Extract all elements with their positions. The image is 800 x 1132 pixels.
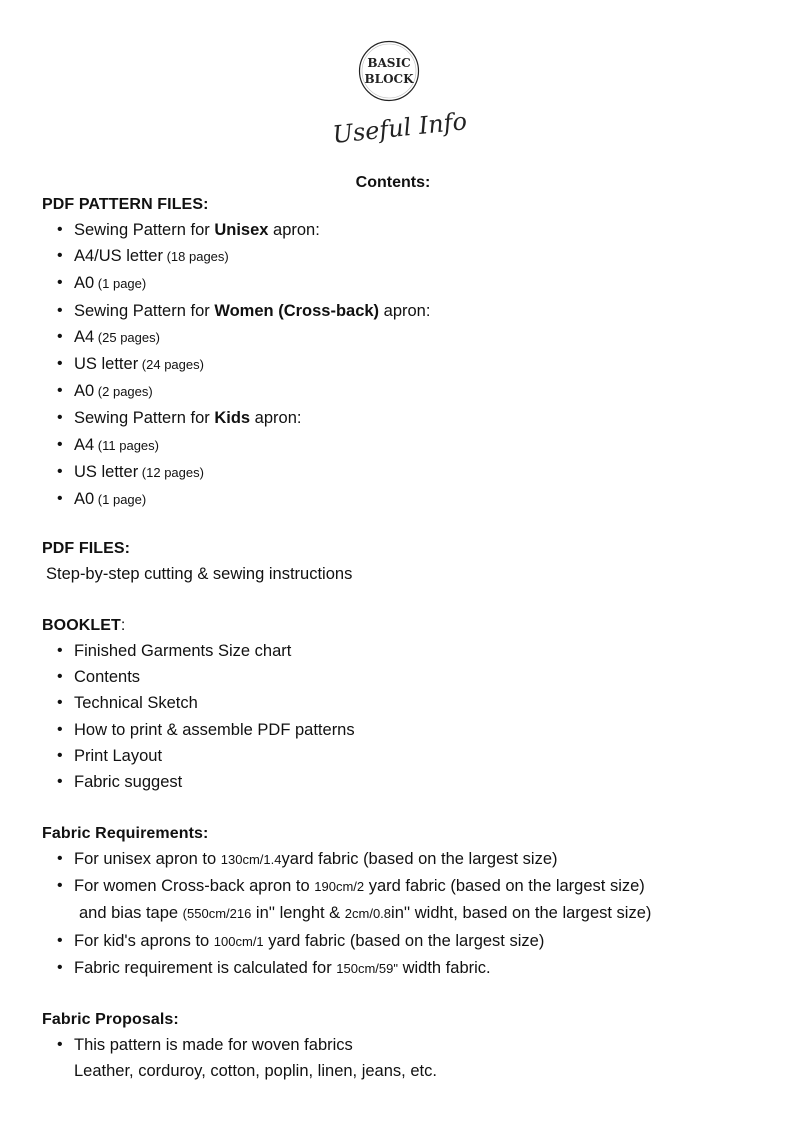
list-item: • A4 (25 pages): [42, 324, 780, 351]
list-item-continuation: and bias tape (550cm/216 in'' lenght & 2cm/0.8in'' widht, based on the largest size): [79, 904, 652, 923]
brand-logo: [358, 40, 420, 102]
pdf-files-heading: PDF FILES:: [42, 540, 131, 557]
pattern-files-section: [42, 193, 780, 513]
booklet-heading: BOOKLET:: [42, 617, 126, 634]
list-item: • Sewing Pattern for Unisex apron:: [42, 217, 780, 243]
list-item: • Finished Garments Size chart: [42, 638, 780, 664]
list-item: • A4/US letter (18 pages): [42, 243, 780, 270]
logo-line1: BASIC: [367, 56, 411, 70]
pattern-files-list: [42, 217, 780, 513]
fabric-requirements-heading: Fabric Requirements:: [42, 825, 209, 842]
pdf-files-text: Step-by-step cutting & sewing instructions: [46, 565, 353, 583]
booklet-list: [42, 638, 780, 795]
list-item: • US letter (12 pages): [42, 459, 780, 486]
list-item: • A0 (1 page): [42, 270, 780, 297]
list-item: • US letter (24 pages): [42, 351, 780, 378]
list-item: • A4 (11 pages): [42, 432, 780, 459]
list-item: • A0 (1 page): [42, 486, 780, 513]
fabric-requirements-section: [42, 822, 780, 982]
page-subtitle: [310, 100, 490, 160]
fabric-proposals-list: [42, 1032, 780, 1058]
fabric-requirements-list: [42, 846, 780, 982]
list-item: • This pattern is made for woven fabrics: [42, 1032, 780, 1058]
booklet-section: [42, 614, 780, 795]
fabric-proposals-examples: Leather, corduroy, cotton, poplin, linen, jeans, etc.: [74, 1062, 437, 1081]
subtitle-text: Useful Info: [331, 107, 469, 149]
list-item: • Sewing Pattern for Kids apron:: [42, 405, 780, 431]
contents-title: Contents:: [355, 174, 431, 191]
list-item: • Contents: [42, 664, 780, 690]
fabric-proposals-heading: Fabric Proposals:: [42, 1011, 179, 1028]
pattern-files-heading: PDF PATTERN FILES:: [42, 196, 209, 213]
list-item: • Fabric requirement is calculated for 150cm/59" width fabric.: [42, 955, 780, 982]
fabric-proposals-section: [42, 1008, 780, 1084]
list-item: • Technical Sketch: [42, 690, 780, 716]
list-item: • Sewing Pattern for Women (Cross-back) apron:: [42, 298, 780, 324]
list-item: • For unisex apron to 130cm/1.4yard fabric (based on the largest size): [42, 846, 780, 873]
pdf-files-section: [42, 537, 780, 587]
logo-line2: BLOCK: [364, 72, 414, 86]
list-item: • For women Cross-back apron to 190cm/2 yard fabric (based on the largest size): [42, 873, 780, 900]
list-item: • For kid's aprons to 100cm/1 yard fabric (based on the largest size): [42, 928, 780, 955]
list-item: • A0 (2 pages): [42, 378, 780, 405]
list-item: • Print Layout: [42, 743, 780, 769]
list-item: • Fabric suggest: [42, 769, 780, 795]
list-item: • How to print & assemble PDF patterns: [42, 717, 780, 743]
